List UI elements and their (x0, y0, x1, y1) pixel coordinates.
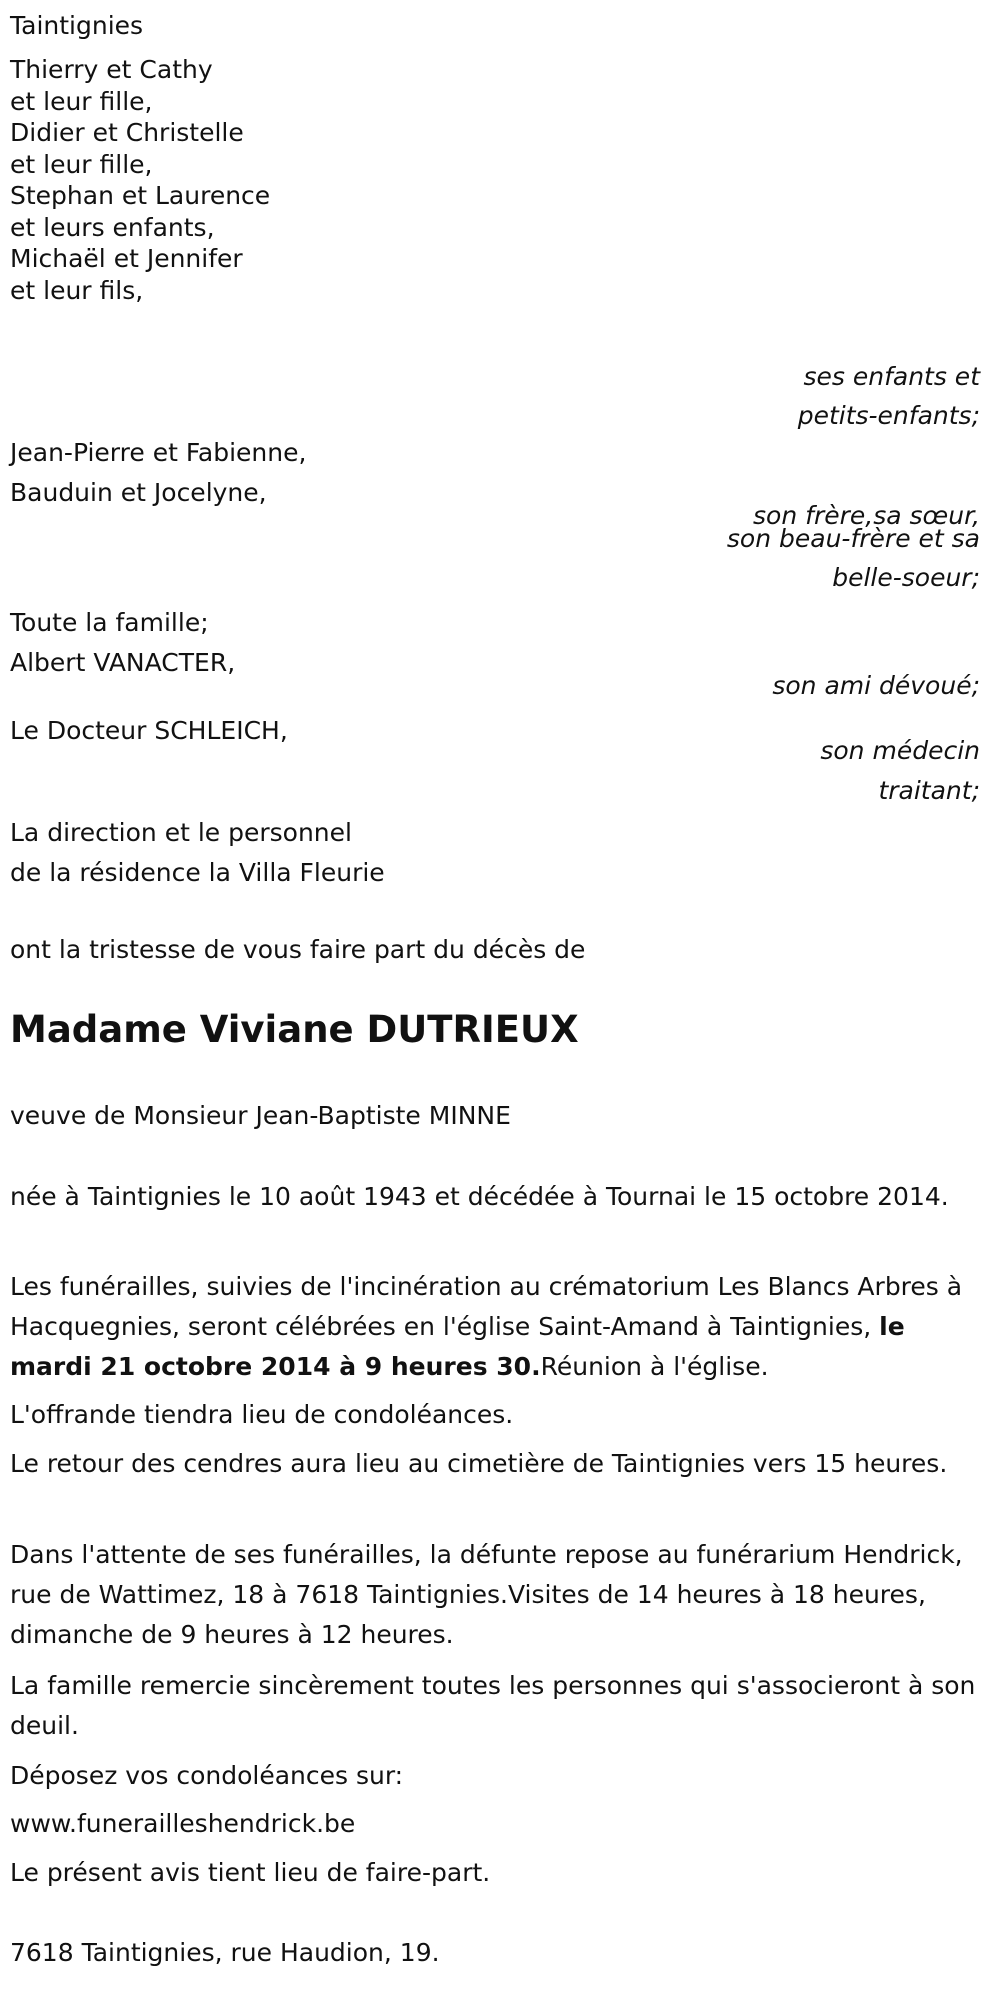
siblings-role (0, 501, 990, 606)
child-line: et leur fils, (10, 275, 144, 305)
child-line: Thierry et Cathy (10, 55, 213, 84)
deceased-name: Madame Viviane DUTRIEUX (10, 1008, 579, 1051)
children-role (0, 357, 990, 435)
intro-text: ont la tristesse de vous faire part du décès de (10, 935, 586, 964)
funeral-date: le mardi 21 octobre 2014 à 9 heures 30. (10, 1312, 905, 1381)
role-line: traitant; (878, 776, 980, 805)
birth-death: née à Taintignies le 10 août 1943 et décédée à Tournai le 15 octobre 2014. (10, 1182, 949, 1211)
ashes: Le retour des cendres aura lieu au cimetière de Taintignies vers 15 heures. (10, 1449, 948, 1478)
doctor-role (0, 731, 990, 811)
doctor-name: Le Docteur SCHLEICH, (10, 716, 288, 745)
address: 7618 Taintignies, rue Haudion, 19. (10, 1938, 440, 1967)
child-line: et leur fille, (10, 86, 153, 116)
residence-line: de la résidence la Villa Fleurie (10, 858, 385, 887)
condolences-label: Déposez vos condoléances sur: (10, 1761, 404, 1790)
role-line: son frère,sa sœur, (753, 501, 980, 530)
role-line: belle-soeur; (832, 563, 980, 592)
offering: L'offrande tiendra lieu de condoléances. (10, 1400, 514, 1429)
child-line: Michaël et Jennifer (10, 244, 243, 273)
website-link[interactable]: www.funerailleshendrick.be (10, 1809, 356, 1838)
child-line: Stephan et Laurence (10, 181, 271, 210)
role-line: son beau-frère et sa (726, 524, 980, 553)
funerarium-visit: Dans l'attente de ses funérailles, la défunte repose au funérarium Hendrick, rue de Wattimez, 18 à 7618 Taintignies.Visites de 14 heures à 18 heures, dimanche de 9 heures à 12 heures. (10, 1540, 963, 1649)
notice: Le présent avis tient lieu de faire-part. (10, 1858, 491, 1887)
child-line: et leur fille, (10, 149, 153, 179)
friend-name: Albert VANACTER, (10, 648, 236, 677)
role-line: petits-enfants; (797, 401, 980, 430)
residence-line: La direction et le personnel (10, 818, 352, 847)
child-line: et leurs enfants, (10, 212, 215, 242)
child-line: Didier et Christelle (10, 118, 244, 147)
sibling-line: Bauduin et Jocelyne, (10, 478, 267, 507)
children-list (10, 54, 270, 306)
friend-role (0, 666, 990, 706)
header-city: Taintignies (10, 11, 144, 40)
widow-of: veuve de Monsieur Jean-Baptiste MINNE (10, 1101, 511, 1130)
family-line: Toute la famille; (10, 608, 209, 637)
residence (10, 813, 385, 893)
role-line: ses enfants et (803, 362, 980, 391)
role-line: son ami dévoué; (772, 671, 980, 700)
siblings-list (10, 433, 306, 513)
funeral-meeting: Réunion à l'église. (540, 1352, 769, 1381)
thanks: La famille remercie sincèrement toutes les personnes qui s'associeront à son deuil. (10, 1671, 976, 1740)
sibling-line: Jean-Pierre et Fabienne, (10, 438, 307, 467)
funeral-info (10, 1267, 990, 1387)
role-line: son médecin (820, 736, 980, 765)
funeral-text: Les funérailles, suivies de l'incinération au crématorium Les Blancs Arbres à Hacquegnies, seront célébrées en l'église Saint-Amand à Taintignies, (10, 1272, 963, 1341)
